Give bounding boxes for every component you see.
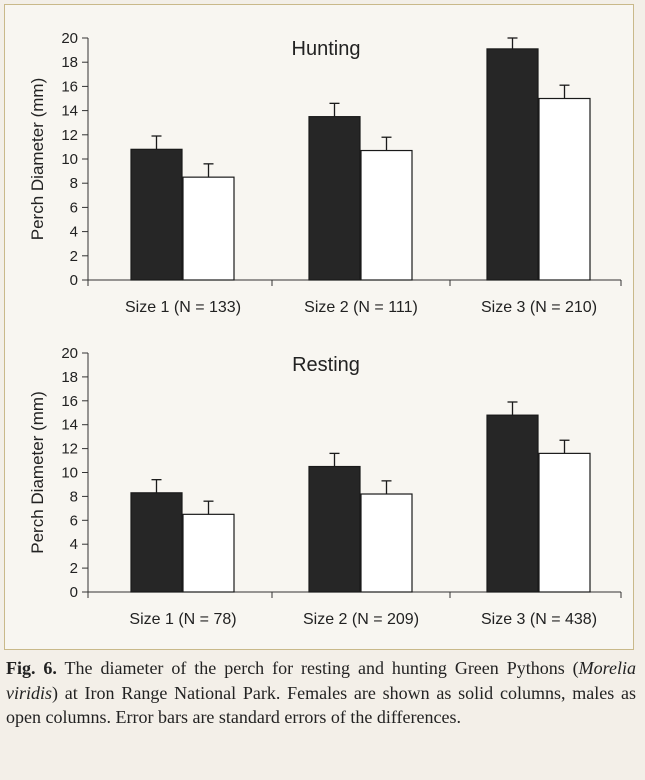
y-axis-label: Perch Diameter (mm): [28, 77, 47, 241]
category-label: Size 3 (N = 438): [480, 611, 598, 628]
y-tick-label: 4: [69, 536, 78, 554]
y-tick-label: 12: [61, 126, 78, 144]
category-label: Size 2 (N = 209): [302, 611, 420, 628]
male-bar: [183, 177, 234, 280]
female-bar: [309, 117, 360, 280]
panel-title: Hunting: [291, 38, 361, 60]
figure-caption: [6, 656, 636, 730]
y-tick-label: 8: [69, 175, 78, 193]
male-bar: [539, 99, 590, 281]
y-tick-label: 14: [61, 416, 78, 434]
y-tick-label: 8: [69, 488, 78, 506]
female-bar: [309, 467, 360, 592]
chart-panel-1: [28, 30, 621, 316]
female-bar: [131, 493, 182, 592]
y-tick-label: 16: [61, 78, 78, 96]
y-tick-label: 16: [61, 392, 78, 410]
bar-charts: [5, 5, 633, 649]
y-tick-label: 0: [69, 272, 78, 289]
y-tick-label: 18: [61, 54, 78, 72]
y-axis-label: Perch Diameter (mm): [28, 391, 47, 554]
category-label: Size 3 (N = 210): [480, 299, 598, 316]
y-tick-label: 18: [61, 368, 78, 386]
female-bar: [131, 149, 182, 280]
male-bar: [183, 514, 234, 592]
category-label: Size 1 (N = 133): [124, 299, 242, 316]
y-tick-label: 6: [69, 199, 78, 217]
category-label: Size 1 (N = 78): [129, 611, 237, 628]
figure-panel: [4, 4, 634, 650]
male-bar: [361, 151, 412, 280]
y-tick-label: 10: [61, 151, 78, 168]
female-bar: [487, 49, 538, 280]
female-bar: [487, 415, 538, 592]
caption-text-1: The diameter of the perch for resting and hunting Green Pythons (: [56, 658, 579, 678]
y-tick-label: 10: [61, 464, 78, 482]
caption-text-2: ) at Iron Range National Park. Females are shown as solid columns, males as open columns. Error bars are standard errors of the differences.: [6, 682, 636, 727]
y-tick-label: 2: [69, 560, 78, 578]
y-tick-label: 20: [61, 345, 78, 362]
y-tick-label: 20: [61, 30, 78, 47]
y-tick-label: 12: [61, 440, 78, 458]
y-tick-label: 4: [69, 223, 78, 241]
y-tick-label: 14: [61, 102, 78, 120]
male-bar: [361, 494, 412, 592]
y-tick-label: 0: [69, 584, 78, 601]
chart-panel-2: [28, 345, 621, 628]
y-tick-label: 2: [69, 247, 78, 265]
category-label: Size 2 (N = 111): [304, 299, 418, 316]
y-tick-label: 6: [69, 512, 78, 530]
male-bar: [539, 453, 590, 592]
panel-title: Resting: [292, 354, 360, 376]
caption-species: Morelia viridis: [6, 658, 636, 703]
caption-label: Fig. 6.: [6, 658, 57, 678]
